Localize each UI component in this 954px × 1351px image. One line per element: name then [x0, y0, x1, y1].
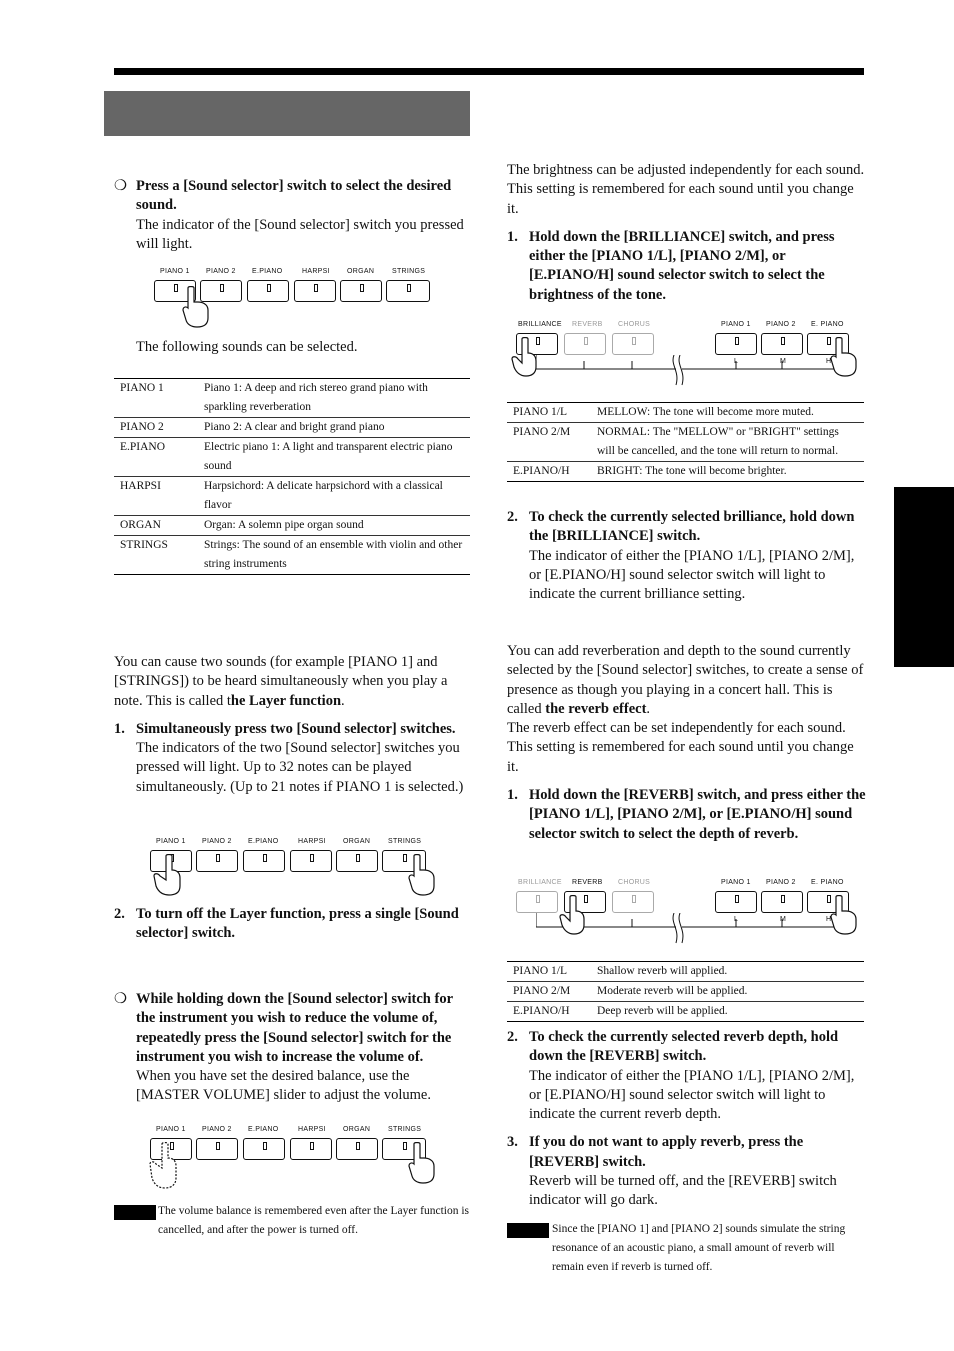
- panel-label: PIANO 1: [160, 268, 190, 275]
- table-row: [507, 962, 864, 982]
- panel-sub-label: L: [734, 358, 739, 365]
- table-cell-key: PIANO 1/L: [507, 403, 591, 423]
- panel-label: E.PIANO: [248, 838, 279, 845]
- panel-label: BRILLIANCE: [518, 321, 562, 328]
- top-rule: [114, 68, 864, 75]
- layer-intro: You can cause two sounds (for example [PIANO 1] and [STRINGS]) to be heard simultaneously when you play a note. This is called the Layer function.: [114, 654, 448, 709]
- table-cell-key: PIANO 1: [114, 379, 198, 418]
- table-row: [507, 423, 864, 462]
- step-number: 1.: [507, 787, 518, 804]
- reverb-step2-title: To check the currently selected reverb depth, hold down the [REVERB] switch.: [529, 1029, 839, 1065]
- table-cell-desc: Piano 2: A clear and bright grand piano: [198, 418, 470, 438]
- finger-press-icon: [828, 895, 858, 935]
- note-tag: [507, 1223, 549, 1238]
- finger-press-icon: [828, 337, 858, 377]
- table-cell-key: PIANO 2/M: [507, 423, 591, 462]
- panel-label: E.PIANO: [248, 1126, 279, 1133]
- panel-label: ORGAN: [347, 268, 375, 275]
- sound-selector-panel-3: [150, 1126, 430, 1190]
- reverb-table: [507, 961, 864, 1022]
- panel-label: PIANO 2: [766, 879, 796, 886]
- table-row: [114, 379, 470, 418]
- panel-sub-label: M: [780, 916, 787, 923]
- piano2-switch: [196, 1138, 238, 1160]
- finger-hold-icon: [510, 337, 540, 377]
- balance-instruction: While holding down the [Sound selector] switch for the instrument you wish to reduce the volume of, repeatedly press the [Sound selector] switch for the instrument you wish to increase the volume of.: [136, 991, 453, 1065]
- sounds-table: [114, 378, 470, 575]
- panel-label: STRINGS: [392, 268, 426, 275]
- brilliance-step1-title: Hold down the [BRILLIANCE] switch, and press either the [PIANO 1/L], [PIANO 2/M], or [E.PIANO/H] sound selector switch to select the brightness of the tone.: [529, 228, 835, 303]
- table-row: [507, 1002, 864, 1022]
- epiano-switch: [243, 850, 285, 872]
- panel-label: REVERB: [572, 321, 603, 328]
- brilliance-section: [507, 161, 867, 305]
- table-cell-desc: Deep reverb will be applied.: [591, 1002, 864, 1022]
- table-row: [114, 536, 470, 575]
- side-tab: [894, 487, 954, 667]
- brilliance-step2-detail: The indicator of either the [PIANO 1/L], [PIANO 2/M], or [E.PIANO/H] sound selector switch will light to indicate the current brilliance setting.: [529, 547, 855, 603]
- table-row: [114, 438, 470, 477]
- following-sounds-caption: The following sounds can be selected.: [136, 339, 358, 355]
- panel-label: HARPSI: [298, 1126, 326, 1133]
- table-cell-desc: Electric piano 1: A light and transparent electric piano sound: [198, 438, 470, 477]
- table-cell-desc: Piano 1: A deep and rich stereo grand piano with sparkling reverberation: [198, 379, 470, 418]
- table-row: [507, 462, 864, 482]
- table-cell-key: E.PIANO/H: [507, 1002, 591, 1022]
- panel-label: PIANO 1: [156, 1126, 186, 1133]
- piano1-switch: [715, 333, 757, 355]
- epiano-switch: [247, 280, 289, 302]
- table-cell-desc: BRIGHT: The tone will become brighter.: [591, 462, 864, 482]
- finger-press-icon: [150, 854, 186, 896]
- harpsi-switch: [290, 850, 332, 872]
- step-number: 2.: [507, 509, 518, 525]
- reverb-step2-detail: The indicator of either the [PIANO 1/L], [PIANO 2/M], or [E.PIANO/H] sound selector switch will light to indicate the current reverb depth.: [529, 1067, 855, 1123]
- panel-sub-label: L: [734, 916, 739, 923]
- panel-label: E. PIANO: [811, 879, 844, 886]
- table-cell-desc: NORMAL: The "MELLOW" or "BRIGHT" settings will be cancelled, and the tone will return to normal.: [591, 423, 864, 462]
- finger-press-icon: [404, 1142, 440, 1184]
- reverb-step1-title: Hold down the [REVERB] switch, and press either the [PIANO 1/L], [PIANO 2/M], or [E.PIANO/H] sound selector switch to select the depth of reverb.: [529, 787, 866, 842]
- finger-press-icon: [404, 854, 440, 896]
- bullet-icon: ❍: [114, 991, 127, 1007]
- chorus-switch: [612, 891, 654, 913]
- strings-switch: [386, 280, 430, 302]
- panel-label: STRINGS: [388, 1126, 422, 1133]
- panel-label: PIANO 1: [156, 838, 186, 845]
- brilliance-step2-title: To check the currently selected brilliance, hold down the [BRILLIANCE] switch.: [529, 509, 855, 545]
- brilliance-step2: [507, 508, 867, 604]
- panel-label: REVERB: [572, 879, 603, 886]
- layer-step1-detail: The indicators of the two [Sound selector] switches you pressed will light. Up to 32 notes can be played simultaneously. (Up to 21 notes if PIANO 1 is selected.): [136, 740, 464, 795]
- step-number: 2.: [507, 1029, 518, 1045]
- panel-label: ORGAN: [343, 1126, 371, 1133]
- panel-label: CHORUS: [618, 321, 651, 328]
- bullet-icon: ❍: [114, 178, 127, 194]
- table-cell-key: PIANO 2/M: [507, 982, 591, 1002]
- panel-label: E.PIANO: [252, 268, 283, 275]
- table-row: [114, 477, 470, 516]
- reverb-intro: You can add reverberation and depth to the sound currently selected by the [Sound selector] switches, to create a sense of presence as though you playing in a concert hall. This is called the reverb effect.: [507, 643, 864, 717]
- balance-section: [114, 990, 474, 1106]
- step-number: 3.: [507, 1134, 518, 1151]
- finger-hold-icon: [146, 1142, 182, 1190]
- panel-label: PIANO 1: [721, 321, 751, 328]
- table-cell-desc: Moderate reverb will be applied.: [591, 982, 864, 1002]
- panel-label: E. PIANO: [811, 321, 844, 328]
- reverb-steps: [507, 1028, 867, 1211]
- table-cell-key: E.PIANO: [114, 438, 198, 477]
- layer-step2-title: To turn off the Layer function, press a single [Sound selector] switch.: [136, 906, 459, 942]
- step-number: 1.: [507, 228, 518, 245]
- sound-select-section: [114, 177, 474, 254]
- panel-label: PIANO 2: [206, 268, 236, 275]
- panel-sub-label: M: [780, 358, 787, 365]
- reverb-step3-detail: Reverb will be turned off, and the [REVERB] switch indicator will go dark.: [529, 1173, 837, 1209]
- panel-label: PIANO 2: [202, 1126, 232, 1133]
- brilliance-panel: [512, 321, 862, 387]
- harpsi-switch: [294, 280, 336, 302]
- panel-sub-label: H: [826, 916, 832, 923]
- panel-label: PIANO 2: [766, 321, 796, 328]
- sound-select-instruction: Press a [Sound selector] switch to select the desired sound.: [136, 178, 452, 214]
- layer-step2: [114, 905, 474, 944]
- layer-step1-title: Simultaneously press two [Sound selector] switches.: [136, 720, 456, 737]
- piano1-switch: [715, 891, 757, 913]
- panel-label: PIANO 2: [202, 838, 232, 845]
- table-row: [114, 418, 470, 438]
- finger-hold-icon: [558, 895, 588, 935]
- finger-press-icon: [178, 286, 214, 328]
- panel-bracket: [536, 355, 856, 387]
- panel-label: STRINGS: [388, 838, 422, 845]
- table-cell-key: ORGAN: [114, 516, 198, 536]
- balance-detail: When you have set the desired balance, use the [MASTER VOLUME] slider to adjust the volume.: [136, 1068, 431, 1104]
- sound-selector-panel-1: [154, 268, 434, 328]
- table-cell-key: HARPSI: [114, 477, 198, 516]
- table-cell-desc: Shallow reverb will applied.: [591, 962, 864, 982]
- reverb-intro2: The reverb effect can be set independently for each sound. This setting is remembered for each sound until you change it.: [507, 720, 854, 775]
- reverb-switch: [564, 333, 606, 355]
- table-row: [114, 516, 470, 536]
- sound-select-detail: The indicator of the [Sound selector] switch you pressed will light.: [136, 216, 464, 252]
- brilliance-table: [507, 402, 864, 482]
- brilliance-intro: The brightness can be adjusted independently for each sound. This setting is remembered for each sound until you change it.: [507, 162, 865, 217]
- harpsi-switch: [290, 1138, 332, 1160]
- table-row: [507, 403, 864, 423]
- table-cell-key: STRINGS: [114, 536, 198, 575]
- piano2-switch: [761, 891, 803, 913]
- epiano-switch: [243, 1138, 285, 1160]
- step-number: 2.: [114, 906, 125, 922]
- table-cell-key: PIANO 2: [114, 418, 198, 438]
- step-number: 1.: [114, 720, 125, 737]
- reverb-panel: [512, 879, 862, 945]
- brilliance-switch: [516, 891, 558, 913]
- panel-label: PIANO 1: [721, 879, 751, 886]
- table-cell-desc: Strings: The sound of an ensemble with violin and other string instruments: [198, 536, 470, 575]
- sound-selector-panel-2: [150, 838, 430, 898]
- table-cell-key: E.PIANO/H: [507, 462, 591, 482]
- table-cell-desc: MELLOW: The tone will become more muted.: [591, 403, 864, 423]
- layer-section: [114, 653, 474, 797]
- panel-label: HARPSI: [302, 268, 330, 275]
- piano2-switch: [196, 850, 238, 872]
- organ-switch: [340, 280, 382, 302]
- panel-label: ORGAN: [343, 838, 371, 845]
- section-header-box: [104, 91, 470, 136]
- panel-label: BRILLIANCE: [518, 879, 562, 886]
- panel-label: HARPSI: [298, 838, 326, 845]
- table-cell-key: PIANO 1/L: [507, 962, 591, 982]
- table-cell-desc: Harpsichord: A delicate harpsichord with a classical flavor: [198, 477, 470, 516]
- reverb-section: [507, 642, 867, 844]
- balance-note-text: The volume balance is remembered even after the Layer function is cancelled, and after the power is turned off.: [158, 1205, 469, 1236]
- reverb-note-text: Since the [PIANO 1] and [PIANO 2] sounds simulate the string resonance of an acoustic piano, a small amount of reverb will remain even if reverb is turned off.: [552, 1223, 846, 1273]
- table-cell-desc: Organ: A solemn pipe organ sound: [198, 516, 470, 536]
- organ-switch: [336, 1138, 378, 1160]
- note-tag: [114, 1205, 156, 1220]
- piano2-switch: [761, 333, 803, 355]
- panel-label: CHORUS: [618, 879, 651, 886]
- chorus-switch: [612, 333, 654, 355]
- panel-sub-label: H: [826, 358, 832, 365]
- table-row: [507, 982, 864, 1002]
- reverb-step3-title: If you do not want to apply reverb, press the [REVERB] switch.: [529, 1134, 804, 1170]
- organ-switch: [336, 850, 378, 872]
